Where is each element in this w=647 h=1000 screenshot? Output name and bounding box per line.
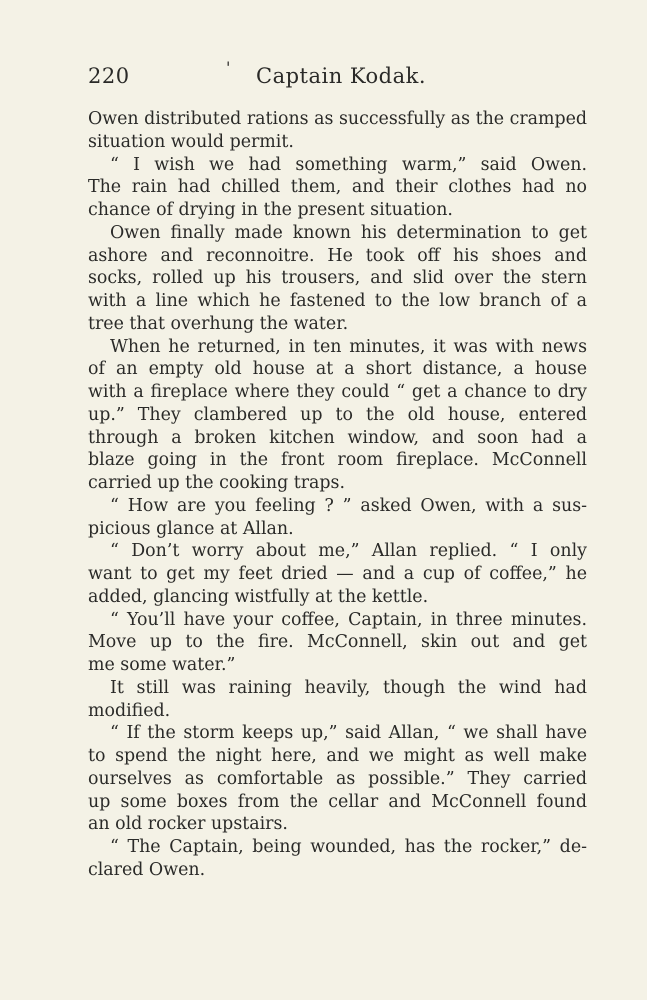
text-line: “ If the storm keeps up,” said Allan, “ we shall have <box>110 723 587 744</box>
text-line: tree that overhung the water. <box>88 313 349 334</box>
text-line: Owen distributed rations as successfully as the cramped <box>88 109 587 129</box>
text-line: up some boxes from the cellar and McConnell found <box>88 791 587 812</box>
text-line: Move up to the fire. McConnell, skin out and get <box>88 632 587 653</box>
text-line: “ The Captain, being wounded, has the rocker,” de- <box>110 837 587 857</box>
text-line: up.” They clambered up to the old house, entered <box>88 404 587 425</box>
text-line: with a line which he fastened to the low branch of a <box>88 291 587 311</box>
text-line: When he returned, in ten minutes, it was with news <box>110 336 587 357</box>
text-line: of an empty old house at a short distance, a house <box>88 359 587 380</box>
text-line: The rain had chilled them, and their clothes had no <box>88 177 587 198</box>
header-separator: ' <box>226 58 231 77</box>
text-line: “ How are you feeling ? ” asked Owen, with a sus- <box>110 495 587 516</box>
text-line: clared Owen. <box>88 859 206 880</box>
text-line: “ I wish we had something warm,” said Owen. <box>110 154 587 175</box>
page-number: 220 <box>88 64 130 88</box>
text-line: through a broken kitchen window, and soon had a <box>88 427 587 448</box>
text-line: with a fireplace where they could “ get a chance to dry <box>88 382 587 402</box>
text-line: socks, rolled up his trousers, and slid over the stern <box>88 268 587 289</box>
text-line: ourselves as comfortable as possible.” They carried <box>88 768 587 789</box>
running-title: Captain Kodak. <box>256 64 427 88</box>
text-line: “ You’ll have your coffee, Captain, in three minutes. <box>110 609 587 630</box>
text-line: modified. <box>88 700 171 721</box>
text-line: blaze going in the front room fireplace. McConnell <box>88 450 587 471</box>
text-line: an old rocker upstairs. <box>88 814 288 835</box>
text-line: picious glance at Allan. <box>88 518 294 539</box>
text-line: Owen finally made known his determination to get <box>110 222 587 243</box>
text-line: to spend the night here, and we might as well make <box>88 746 587 766</box>
text-line: carried up the cooking traps. <box>88 473 346 493</box>
page-header <box>88 58 588 94</box>
text-line: ashore and reconnoitre. He took off his shoes and <box>88 245 587 266</box>
text-line: “ Don’t worry about me,” Allan replied. “ I only <box>110 541 587 562</box>
body-text <box>88 108 587 882</box>
text-line: situation would permit. <box>88 131 294 152</box>
text-line: It still was raining heavily, though the wind had <box>110 677 587 698</box>
text-line: want to get my feet dried — and a cup of coffee,” he <box>88 564 587 584</box>
text-line: me some water.” <box>88 655 236 675</box>
text-line: added, glancing wistfully at the kettle. <box>88 586 429 607</box>
text-line: chance of drying in the present situation. <box>88 200 453 220</box>
